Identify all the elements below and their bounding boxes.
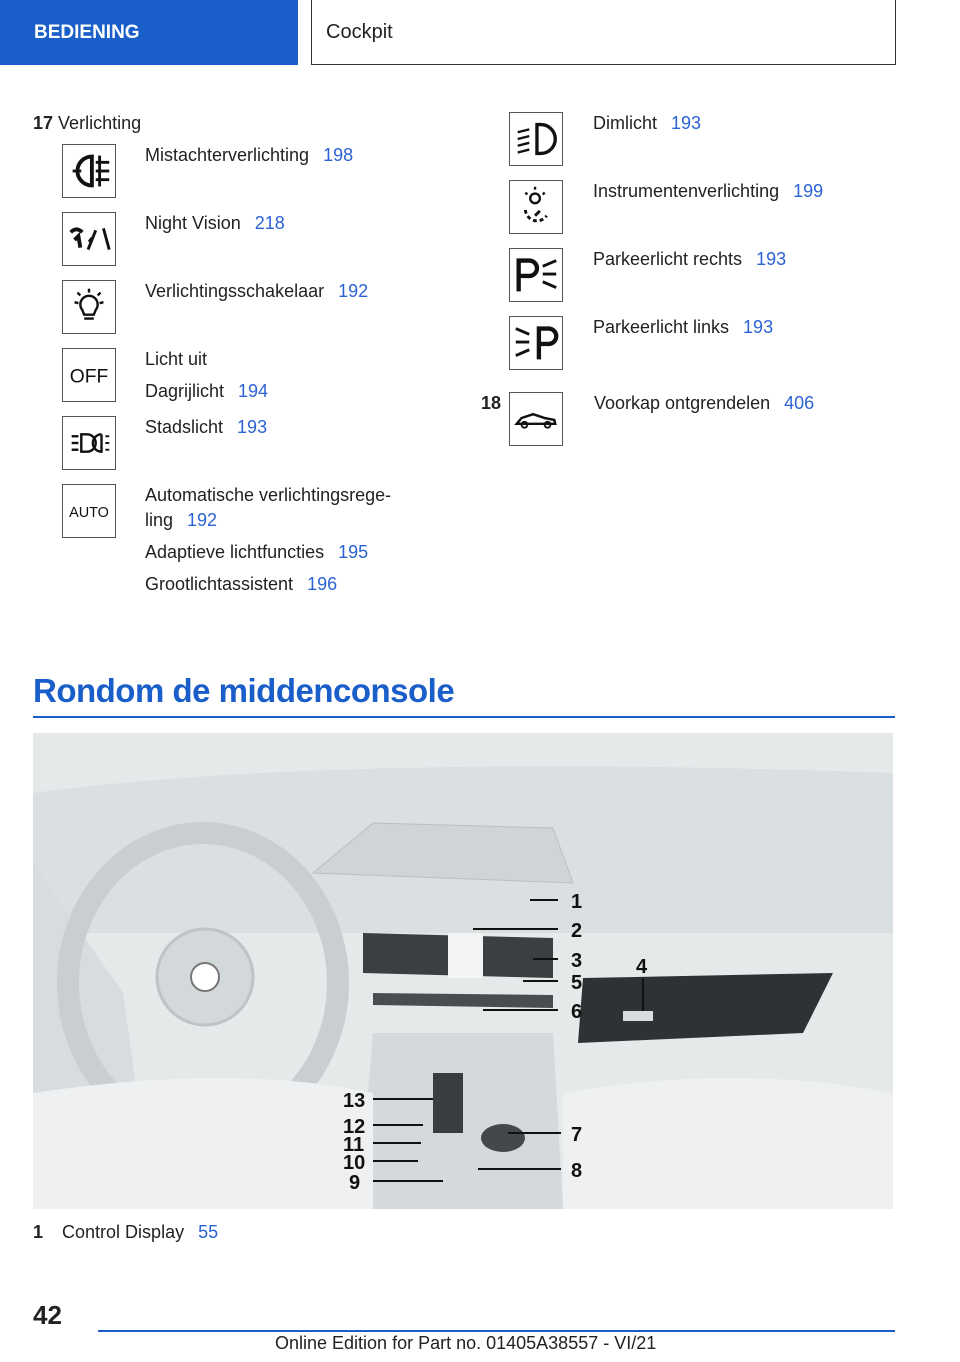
chapter-tab (311, 0, 896, 65)
callout-6: 6 (571, 1001, 583, 1023)
chapter-label: Cockpit (326, 20, 393, 43)
section-title: Rondom de middenconsole (33, 672, 455, 709)
list-item: Dimlicht 193 (593, 113, 702, 133)
list-item: Dagrijlicht 194 (145, 381, 269, 401)
callout-13: 13 (343, 1090, 366, 1112)
list-item: Stadslicht 193 (145, 417, 268, 437)
page-link[interactable]: 55 (198, 1222, 219, 1242)
list-item: Automatische verlichtingsrege- (145, 485, 392, 505)
legend-number: 1 (33, 1222, 44, 1242)
section-divider (33, 716, 895, 718)
callout-10: 10 (343, 1152, 366, 1174)
parking-light-icon (62, 416, 116, 470)
page-link[interactable]: 193 (671, 113, 702, 133)
callout-9: 9 (349, 1172, 361, 1194)
list-item: Parkeerlicht links 193 (593, 317, 774, 337)
instrument-lighting-icon (509, 180, 563, 234)
parking-light-right-icon (509, 248, 563, 302)
item-number: 17 (33, 113, 54, 133)
parking-light-left-icon (509, 316, 563, 370)
callout-8: 8 (571, 1160, 583, 1182)
page-link[interactable]: 199 (793, 181, 824, 201)
callout-12: 12 (343, 1116, 366, 1138)
list-item: Instrumentenverlichting 199 (593, 181, 824, 201)
page-link[interactable]: 195 (338, 542, 369, 562)
page-link[interactable]: 192 (338, 281, 369, 301)
auto-icon (62, 484, 116, 538)
list-item: Licht uit (145, 349, 208, 369)
list-item: Night Vision 218 (145, 213, 285, 233)
cockpit-illustration (33, 733, 893, 1209)
page-link[interactable]: 198 (323, 145, 354, 165)
page-link[interactable]: 218 (254, 213, 285, 233)
center-console-figure (33, 733, 893, 1209)
page-link[interactable]: 196 (307, 574, 338, 594)
footer-edition: Online Edition for Part no. 01405A38557 - VI/21 (275, 1333, 657, 1353)
legend-item: 1 Control Display 55 (33, 1222, 219, 1242)
section-label: BEDIENING (34, 21, 140, 43)
list-item: Adaptieve lichtfuncties 195 (145, 542, 369, 562)
item-number: 18 (481, 393, 502, 413)
page-link[interactable]: 192 (187, 510, 218, 530)
callout-3: 3 (571, 950, 583, 972)
callout-5: 5 (571, 972, 583, 994)
list-item: Voorkap ontgrendelen 406 (594, 393, 815, 413)
page-link[interactable]: 193 (237, 417, 268, 437)
list-item: Mistachterverlichting 198 (145, 145, 354, 165)
light-switch-icon (62, 280, 116, 334)
section-tab (0, 0, 298, 65)
page-link[interactable]: 193 (743, 317, 774, 337)
page-link[interactable]: 406 (784, 393, 815, 413)
svg-text:AUTO: AUTO (69, 504, 109, 521)
list-item: Parkeerlicht rechts 193 (593, 249, 787, 269)
fog-light-icon (62, 144, 116, 198)
page-link[interactable]: 194 (238, 381, 269, 401)
callout-7: 7 (571, 1124, 583, 1146)
low-beam-icon (509, 112, 563, 166)
callout-1: 1 (571, 891, 583, 913)
list-item: Verlichtingsschakelaar 192 (145, 281, 369, 301)
callout-4: 4 (636, 956, 648, 978)
hood-release-icon (509, 392, 563, 446)
off-icon (62, 348, 116, 402)
callout-11: 11 (343, 1134, 365, 1156)
list-item: ling 192 (145, 510, 218, 530)
item-title: Verlichting (58, 113, 142, 133)
callout-2: 2 (571, 920, 583, 942)
list-item: Grootlichtassistent 196 (145, 574, 338, 594)
night-vision-icon (62, 212, 116, 266)
svg-text:OFF: OFF (69, 366, 109, 388)
footer-divider (98, 1330, 895, 1332)
item-17-heading (33, 113, 141, 134)
page-link[interactable]: 193 (756, 249, 787, 269)
page-number: 42 (33, 1300, 62, 1330)
